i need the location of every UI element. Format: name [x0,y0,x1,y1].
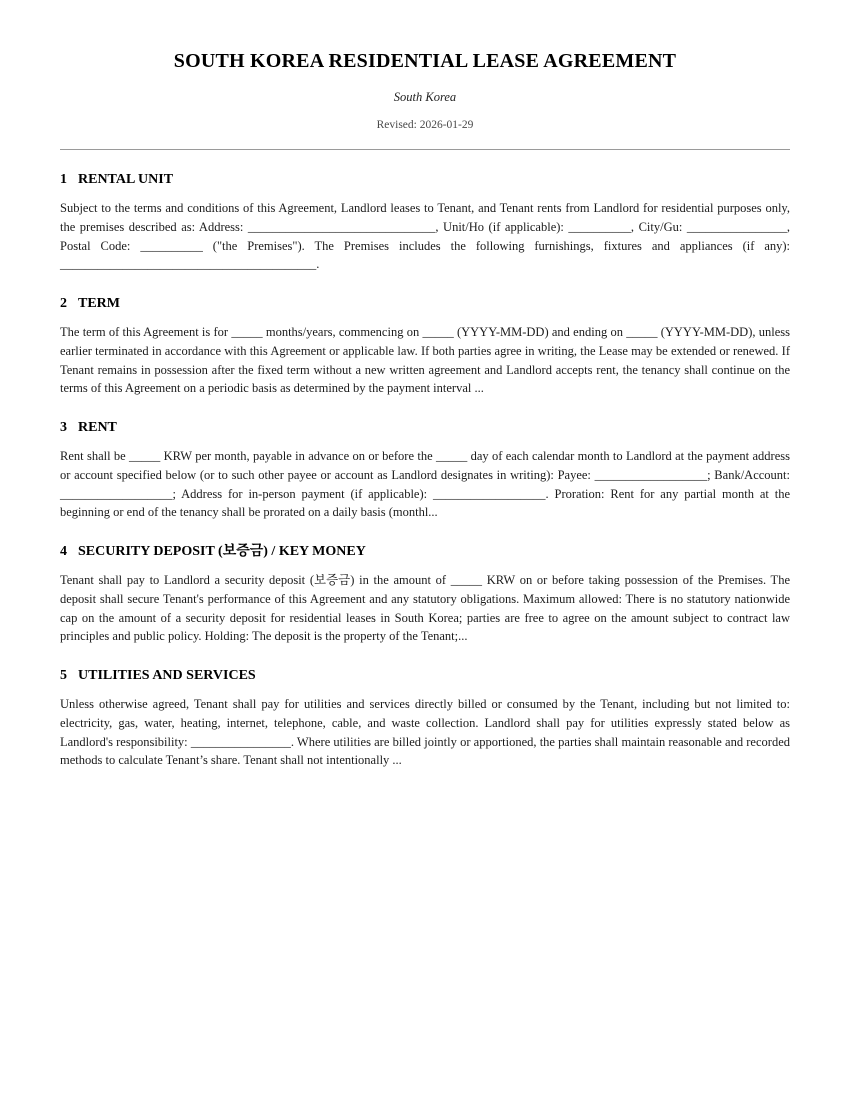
document-header [60,50,790,132]
section-heading-term [60,295,790,312]
section-security-deposit [60,543,790,646]
section-body-term: The term of this Agreement is for _____ months/years, commencing on _____ (YYYY-MM-DD) and ending on _____ (YYYY-MM-DD), unless earlier terminated in accordance with this Agreement or applicable law. If both parties agree in writing, the Lease may be extended or renewed. If Tenant remains in possession after the fixed term without a new written agreement and Landlord accepts rent, the tenancy shall continue on the terms of this Agreement on a periodic basis as determined by the payment interval ... [60,325,790,396]
section-body-rent: Rent shall be _____ KRW per month, payable in advance on or before the _____ day of each calendar month to Landlord at the payment address or account specified below (or to such other payee or account as Landlord designates in writing): Payee: __________________; Bank/Account: __________________; Address for in-person payment (if applicable): __________________. Proration: Rent for any partial month at the beginning or end of the tenancy shall be prorated on a daily basis (monthl... [60,449,790,520]
section-body-security-deposit: Tenant shall pay to Landlord a security deposit (보증금) in the amount of _____ KRW on or before taking possession of the Premises. The deposit shall secure Tenant's performance of this Agreement and any statutory obligations. Maximum allowed: There is no statutory nationwide cap on the amount of a security deposit for residential leases in South Korea; parties are free to agree on the amount subject to contract law principles and public policy. Holding: The deposit is the property of the Tenant;... [60,573,790,644]
section-number: 4 [60,544,67,559]
section-title: RENT [78,420,117,435]
document-title: SOUTH KOREA RESIDENTIAL LEASE AGREEMENT [173,50,677,72]
section-body-rental-unit: Subject to the terms and conditions of this Agreement, Landlord leases to Tenant, and Tenant rents from Landlord for residential purposes only, the premises described as: Address: ______________________________, Unit/Ho (if applicable): __________, City/Gu: ________________, Postal Code: __________ ("the Premises"). The Premises includes the following furnishings, fixtures and appliances (if any): _________________________________________. [60,201,790,272]
section-heading-rental-unit [60,171,790,188]
document-subtitle: South Korea [393,90,457,104]
section-number: 5 [60,668,67,683]
section-title: TERM [78,296,120,311]
document-revised-date: Revised: 2026-01-29 [376,119,474,131]
section-utilities [60,667,790,770]
section-heading-utilities [60,667,790,684]
section-number: 2 [60,296,67,311]
section-rent [60,419,790,522]
section-number: 3 [60,420,67,435]
section-title: RENTAL UNIT [78,172,174,187]
section-rental-unit [60,171,790,274]
header-divider [60,149,790,150]
section-heading-rent [60,419,790,436]
section-body-utilities: Unless otherwise agreed, Tenant shall pay for utilities and services directly billed or consumed by the Tenant, including but not limited to: electricity, gas, water, heating, internet, telephone, cable, and waste collection. Landlord shall pay for utilities expressly stated below as Landlord's responsibility: ________________. Where utilities are billed jointly or apportioned, the parties shall maintain reasonable and recorded methods to calculate Tenant’s share. Tenant shall not intentionally ... [60,697,790,768]
section-title: UTILITIES AND SERVICES [78,668,256,683]
section-number: 1 [60,172,67,187]
section-title: SECURITY DEPOSIT (보증금) / KEY MONEY [78,544,366,559]
section-term [60,295,790,398]
section-heading-security-deposit [60,543,790,560]
